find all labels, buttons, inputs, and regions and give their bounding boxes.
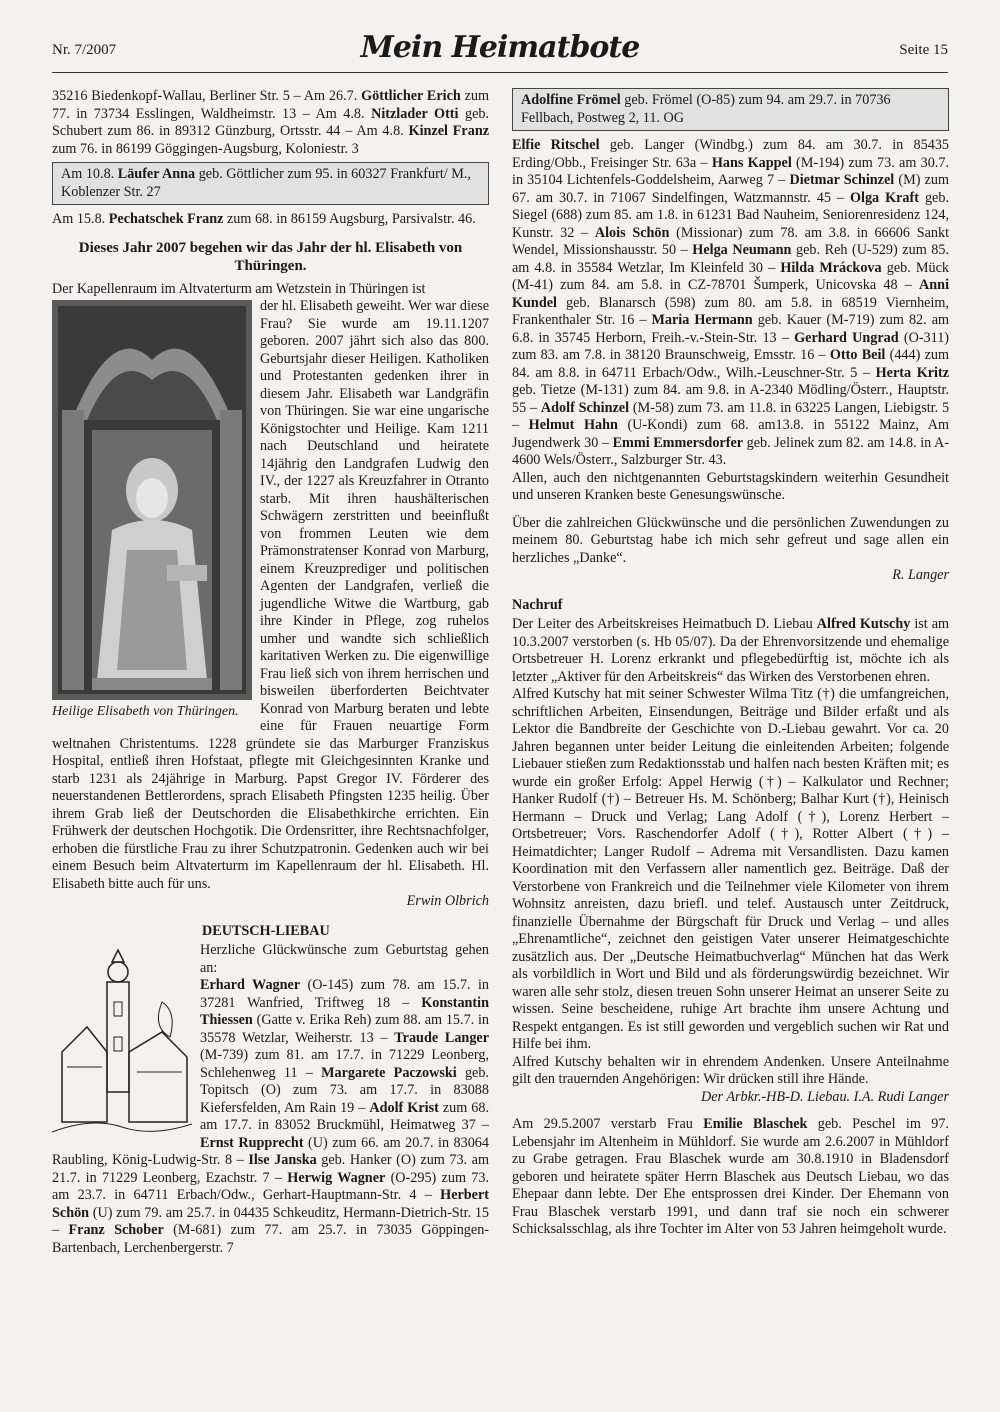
church-sketch-image — [52, 942, 192, 1142]
header-rule — [52, 72, 948, 73]
figure-church-sketch — [52, 942, 192, 1148]
highlight-box-birthday-right: Adolfine Frömel geb. Frömel (O-85) zum 94. am 29.7. in 70736 Fellbach, Postweg 2, 11. OG — [512, 88, 949, 131]
death-notice-blaschek: Am 29.5.2007 verstarb Frau Emilie Blaschek geb. Peschel im 97. Lebensjahr im Altenheim in Mühldorf. Sie wurde am 2.6.2007 in Mühldorf zu Grabe getragen. Frau Blaschek wurde am 30.8.1910 in Bladensdorf geboren und heiratete später Herrn Blaschek aus Deutsch Liebau, wo das Ehepaar dann lebte. Der Ehe entsprossen drei Kinder. Der Ehemann von Frau Blaschek verstarb 1991, und dann traf sie noch ein schwerer Schicksalsschlag, als ihre Tochter im Alter von 53 Jahren heimgeholt wurde. — [512, 1116, 949, 1237]
birthday-list-continued: 35216 Biedenkopf-Wallau, Berliner Str. 5 – Am 26.7. Göttlicher Erich zum 77. in 73734 Esslingen, Waldheimstr. 13 – Am 4.8. Nitzlader Otti geb. Schubert zum 86. in 89312 Günzburg, Ortsstr. 44 – Am 4.8. Kinzel Franz zum 76. in 86199 Göggingen-Augsburg, Koloniestr. 3 — [52, 88, 490, 157]
thanks-signature: R. Langer — [892, 567, 949, 583]
article-heading: Dieses Jahr 2007 begehen wir das Jahr der hl. Elisabeth von Thüringen. — [78, 239, 463, 274]
article-signature: Erwin Olbrich — [406, 893, 489, 909]
general-wishes: Allen, auch den nichtgenannten Geburtstagskindern weiterhin Gesundheit und unseren Kranken beste Genesungswünsche. — [512, 469, 949, 503]
highlight-box-birthday: Am 10.8. Läufer Anna geb. Göttlicher zum 95. in 60327 Frankfurt/ M., Koblenzer Str. 27 — [52, 162, 489, 205]
figure-elisabeth — [52, 300, 252, 720]
figure-caption: Heilige Elisabeth von Thüringen. — [52, 704, 239, 719]
obituary-intro: Der Leiter des Arbeitskreises Heimatbuch D. Liebau Alfred Kutschy ist am 10.3.2007 verstorben (s. Hb 05/07). Da der Ehrenvorsitzende und ehemalige Ortsbetreuer H. Lorenz erkrankt und pflegebedürftig ist, möchte ich als letzter „Aktiver für den Arbeitskreis“ das Wirken des Verstorbenen ehren. — [512, 616, 950, 685]
right-column — [512, 88, 949, 1239]
statue-image — [52, 300, 252, 700]
obituary-closing: Alfred Kutschy behalten wir in ehrendem Andenken. Unsere Anteilnahme gilt den trauernden Angehörigen: Wir drücken still ihre Hände. — [512, 1053, 949, 1087]
birthday-list-right: Elfie Ritschel geb. Langer (Windbg.) zum 84. am 30.7. in 85435 Erding/Obb., Freisinger Str. 63a – Hans Kappel (M-194) zum 73. am 30.7. in 35104 Lichtenfels-Goddelsheim, Aarweg 7 – Dietmar Schinzel (M) zum 67. am 30.7. in 71067 Sindelfingen, Watzmannstr. 45 – Olga Kraft geb. Siegel (688) zum 85. am 1.8. in 61231 Bad Nauheim, Seniorenresidenz 124, Kunstr. 32 – Alois Schön (Missionar) zum 78. am 3.8. in 66606 Sankt Wendel, Missionshausstr. 50 – Helga Neumann geb. Reh (U-529) zum 85. am 4.8. in 35584 Wetzlar, Im Kleinfeld 30 – Hilda Mráckova geb. Mück (M-41) zum 84. am 5.8. in CZ-78701 Šumperk, Unicovska 48 – Anni Kundel geb. Blanarsch (598) zum 80. am 5.8. in 68519 Viernheim, Frankenthaler Str. 16 – Maria Hermann geb. Kauer (M-719) zum 82. am 6.8. in 35745 Herborn, Freih.-v.-Stein-Str. 13 – Gerhard Ungrad (O-311) zum 83. am 7.8. in 38120 Braunschweig, Emsstr. 16 – Otto Beil (444) zum 84. am 8.8. in 64711 Erbach/Odw., Wilh.-Leuschner-Str. 5 – Herta Kritz geb. Tietze (M-131) zum 84. am 9.8. in A-2340 Mödling/Österr., Hauptstr. 55 – Adolf Schinzel (M-58) zum 73. am 11.8. in 63225 Langen, Liebigstr. 5 – Helmut Hahn (U-Kondi) zum 68. am13.8. in 55122 Mainz, Am Jugendwerk 30 – Emmi Emmersdorfer geb. Jelinek zum 82. am 14.8. in A-4600 Wels/Österr., Salzburger Str. 43. — [512, 137, 950, 468]
section-heading-nachruf: Nachruf — [512, 596, 563, 613]
birthday-list-deutsch-liebau: Herzliche Glückwünsche zum Geburtstag gehen an: Erhard Wagner (O-145) zum 78. am 15.7. in 37281 Wanfried, Triftweg 18 – Konstantin Thiessen (Gatte v. Erika Reh) zum 88. am 15.7. in 35578 Wetzlar, Weiherstr. 13 – Traude Langer (M-739) zum 81. am 17.7. in 71229 Leonberg, Schlehenweg 11 – Margarete Paczowski geb. Topitsch (O) zum 73. am 17.7. in 83088 Kiefersfelden, Am Rain 19 – Adolf Krist zum 68. am 17.7. in 83052 Bruckmühl, Heimatweg 37 – Ernst Rupprecht (U) zum 66. am 20.7. in 83064 Raubling, König-Ludwig-Str. 8 – Ilse Janska geb. Hanker (O) zum 73. am 21.7. in 71229 Leonberg, Ezachstr. 7 – Herwig Wagner (O-295) zum 73. am 23.7. in 64711 Erbach/Odw., Gerhart-Hauptmann-Str. 4 – Herbert Schön (U) zum 79. am 25.7. in 04435 Schkeuditz, Hermann-Dietrich-Str. 15 – Franz Schober (M-681) zum 77. am 25.7. in 73035 Göppingen-Bartenbach, Lerchenbergerstr. 7 — [52, 942, 490, 1256]
page-number: Seite 15 — [899, 42, 948, 58]
issue-number: Nr. 7/2007 — [52, 42, 117, 58]
left-column — [52, 88, 489, 1257]
page-header — [52, 30, 948, 70]
masthead-logo: Mein Heimatbote — [360, 30, 640, 65]
section-heading-deutsch-liebau: DEUTSCH-LIEBAU — [202, 922, 330, 939]
thanks-note: Über die zahlreichen Glückwünsche und die persönlichen Zuwendungen zu meinem 80. Geburtstag habe ich mich sehr gefreut und sage allen ein herzliches „Danke“. — [512, 514, 949, 566]
article-body: der hl. Elisabeth geweiht. Wer war diese Frau? Sie wurde am 19.11.1207 geboren. 2007 jährt sich also das 800. Geburtsjahr dieser Heiligen. Katholiken und Protestanten gedenken ihrer in diesem Jahr. Elisabeth war Landgräfin von Thüringen. Sie war eine ungarische Königstochter und Heilige. Kam 1211 nach Deutschland und heiratete 14jährig den Landgrafen Ludwig den IV., der 1227 als Kreuzfahrer in Otranto starb. Mit ihren haushälterischen Schwägern zerstritten und beeinflußt von frommen Leuten wie dem Prämonstratenser Konrad von Marburg, einem Kreuzprediger und politischen Agenten der Landgrafen, verließ die jugendliche Witwe die Wartburg, gab ihre Kinder in Pflege, zog ruhelos umher und wandte sich schließlich karitativen Werken zu. Die eigenwillige Frau ließ sich von ihrem herrischen und bisweilen überforderten Beichtvater Konrad von Marburg beraten und lebte eine für Frauen neuartige Form weltnahen Christentums. 1228 gründete sie das Marburger Franziskus Hospital, entließ ihren Hofstaat, pflegte mit Gleichgesinnten Kranke und starb 1231 als 24jährige in Marburg. Papst Gregor IV. Förderer des neuerstandenen Bettlerordens, sprach Elisabeth Pfingsten 1235 heilig. Über ihrem Grab ließ der Deutschorden die Elisabethkirche errichten. Ein Frühwerk der deutschen Hochgotik. Die Ordensritter, ihre Rechtsnachfolger, erhoben die fürstliche Frau zu ihrer Schutzpatronin. Gedenken auch wir bei einem Besuch beim Altvaterturm im Kapellenraum der hl. Elisabeth. Hl. Elisabeth bitte auch für uns. — [52, 298, 489, 892]
article-lead: Der Kapellenraum im Altvaterturm am Wetzstein in Thüringen ist — [52, 280, 426, 297]
obituary-body: Alfred Kutschy hat mit seiner Schwester Wilma Titz (†) die umfangreichen, schriftlichen Arbeiten, Einsendungen, Beiträge und Bilder erfaßt und als Lektor die Bandbreite der Geschichte von D.-Liebau gewahrt. Vor ca. 20 Jahren begannen unter beider Leitung die einleitenden Arbeiten; folgende Liebauer stießen zum Redaktionsstab und halfen nach besten Kräften mit; es wurde ein großer Erfolg: Appel Herwig (†) – Kalkulator und Rechner; Hanker Rudolf (†) – Betreuer Hs. M. Schönberg; Balhar Kurt (†), Heinisch Hermann – Druck und Verlag; Lang Adolf (†), Lorenz Herbert – Ortsbetreuer; Vors. Raschendorfer Adolf (†), Rotter Albert (†) – Heimatdichter; Langer Rudolf – Adrema mit Versandlisten. Dazu kamen Koordination mit den Verfassern aller namentlich gez. Beiträge. Daß der Verstorbene von Frankreich und die Teilnehmer viele Kilometer von ihrem Wohnsitz anreisten, dazu briefl. und telef. Austausch unter Zeitdruck, finanzielle Übernahme der Bürgschaft für Druck und Verlag – und alles „Ehrenamtliche“, zeichnet den geistigen Vater unserer Heimatgeschichte zusätzlich aus. Der „Deutsche Heimatbuchverlag“ München hat das Werk als vorbildlich in Wort und Bild und als förderungswürdig bezeichnet. Wir waren alle sehr stolz, diesen treuen Sohn unserer Heimat an unserer Seite zu wissen. Seine bescheidene, ruhige Art brachte ihm unsere Achtung und Respekt entgangen. Es ist still geworden und vergeblich suchen wir Rat und Hilfe bei ihm. — [512, 686, 949, 1052]
birthday-entry: Am 15.8. Pechatschek Franz zum 68. in 86159 Augsburg, Parsivalstr. 46. — [52, 211, 476, 227]
obituary-signature: Der Arbkr.-HB-D. Liebau. I.A. Rudi Langer — [701, 1088, 949, 1105]
